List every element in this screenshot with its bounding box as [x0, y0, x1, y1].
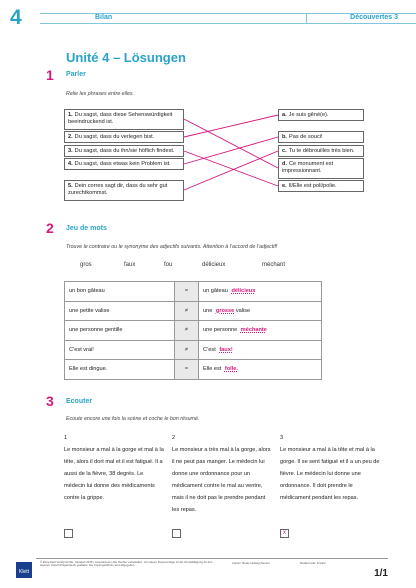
match-right-b: b. Pas de souci! — [278, 131, 364, 143]
match-left-3: 3. Du sagst, dass du ihn/sie höflich findest. — [64, 145, 184, 157]
match-line-3-e — [184, 151, 278, 186]
summary-option-2: 2 Le monsieur a très mal à la gorge, alors il ne peut pas manger. Le médecin lui donne une ordonnance pour un médicament contre le mal au ventre, mais il ne doit pas le prendre pendant les repas. — [172, 435, 271, 513]
word-bank-item: fou — [164, 262, 173, 268]
answer: folle. — [224, 366, 238, 373]
svg-text:Klett: Klett — [18, 569, 30, 575]
table-row: une petite valise ≠ une grosse valise — [65, 301, 322, 321]
match-left-1: 1. Du sagst, dass diese Sehenswürdigkeit beeindruckend ist. — [64, 109, 184, 130]
header-section: Bilan — [95, 14, 113, 21]
footer-mediencode: Mediencode: 4ne9uf — [300, 561, 326, 565]
word-bank-item: délicieux — [202, 262, 226, 268]
answer: grosse — [215, 307, 235, 314]
match-right-c: c. Tu te débrouilles très bien. — [278, 145, 364, 157]
section-1-instruction: Relie les phrases entre elles. — [66, 91, 135, 97]
section-2-instruction: Trouve le contraire ou le synonyme des adjectifs suivants. Attention à l’accord de l’adjectif! — [66, 244, 278, 250]
table-row: Elle est dingue. = Elle est folle. — [65, 360, 322, 380]
footer-copyright: © Ernst Klett Verlag GmbH, Stuttgart 2015 | www.klett.de | Alle Rechte vorbehalten. Von dieser Kopiervorlage ist die Vervielfältigung für den eigenen Unterrichtsgebrauch gestattet. Die Kopiergebühren sind abgegolten. — [40, 560, 213, 568]
jeu-de-mots-table — [64, 281, 322, 380]
table-row: C’est vrai! ≠ C’est faux! — [65, 340, 322, 360]
summary-checkbox-3[interactable]: x — [280, 529, 289, 538]
match-left-5: 5. Dein corres sagt dir, dass du sehr gut zurechtkommst. — [64, 180, 184, 201]
footer-divider — [36, 558, 388, 559]
match-line-4-b — [184, 137, 278, 164]
footer-authors: Autorin: Beate Hellwig-Sievers — [232, 561, 270, 565]
section-3-title: Ecouter — [66, 398, 93, 405]
page-title: Unité 4 – Lösungen — [66, 50, 186, 65]
page-number: 1/1 — [374, 568, 388, 579]
section-1-title: Parler — [66, 71, 86, 78]
answer: méchante — [240, 327, 267, 334]
header-book: Découvertes 3 — [350, 14, 398, 21]
summary-option-3: 3 Le monsieur a mal à la tête et mal à la gorge. Il se sent fatigué et il a un peu de fièvre. Le médecin lui donne une ordonnance. Il doit prendre le médicament pendant les repas. — [280, 435, 380, 501]
match-right-d: d. Ce monument est impressionnant. — [278, 158, 364, 179]
summary-checkbox-2[interactable] — [172, 529, 181, 538]
match-left-2: 2. Du sagst, dass du verlegen bist. — [64, 131, 184, 143]
answer: délicieux — [231, 288, 256, 295]
unit-number: 4 — [10, 6, 22, 29]
summary-option-1: 1 Le monsieur a mal à la gorge et mal à la tête, alors il dort mal et il est fatigué. Il a aussi de la fièvre, 38 degrés. Le médecin lui donne des médicaments contre la grippe. — [64, 435, 164, 501]
section-3-instruction: Ecoute encore une fois la scène et coche le bon résumé. — [66, 416, 200, 422]
section-2-number: 2 — [46, 220, 54, 236]
match-left-4: 4. Du sagst, dass etwas kein Problem ist. — [64, 158, 184, 170]
klett-logo — [16, 562, 32, 578]
table-row: une personne gentille ≠ une personne méchante — [65, 321, 322, 341]
word-bank-item: méchant — [262, 262, 286, 268]
section-3-number: 3 — [46, 393, 54, 409]
match-line-5-c — [184, 151, 278, 190]
table-row: un bon gâteau = un gâteau délicieux — [65, 282, 322, 302]
answer: faux! — [219, 346, 233, 353]
section-1-number: 1 — [46, 67, 54, 83]
word-bank-item: gros — [80, 262, 92, 268]
summary-checkbox-1[interactable] — [64, 529, 73, 538]
word-bank-item: faux — [124, 262, 136, 268]
section-2-title: Jeu de mots — [66, 225, 107, 232]
match-right-a: a. Je suis gêné(e). — [278, 109, 364, 121]
match-right-e: e. Il/Elle est poli/polie. — [278, 180, 364, 192]
